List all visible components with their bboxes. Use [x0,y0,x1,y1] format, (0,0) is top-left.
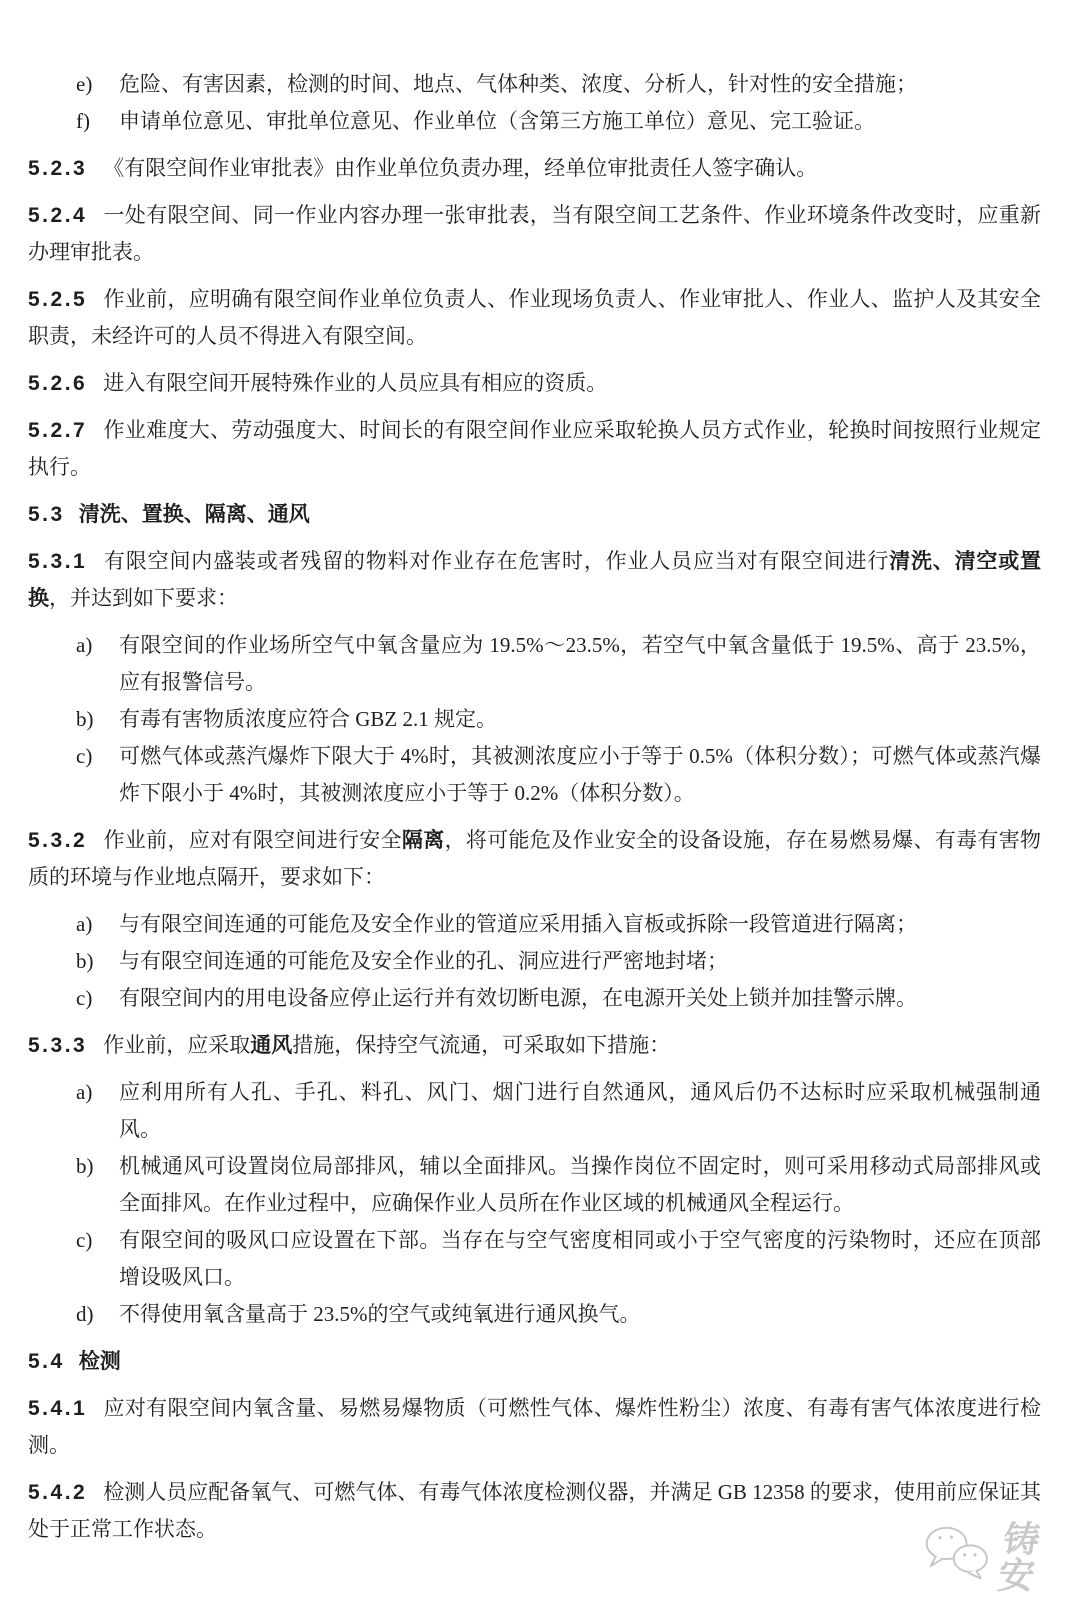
clause-number: 5.2.6 [28,372,88,395]
clause-5-2-4 [28,197,1041,271]
sublist-5-3-2 [28,906,1041,1017]
list-item-text: 有限空间的吸风口应设置在下部。当存在与空气密度相同或小于空气密度的污染物时，还应在顶部增设吸风口。 [119,1228,1041,1289]
clause-text: 应对有限空间内氧含量、易燃易爆物质（可燃性气体、爆炸性粉尘）浓度、有毒有害气体浓度进行检测。 [28,1396,1041,1457]
clause-number: 5.3.1 [28,550,88,573]
clause-number: 5.3.2 [28,829,88,852]
list-item-text: 危险、有害因素，检测的时间、地点、气体种类、浓度、分析人，针对性的安全措施； [119,72,917,96]
section-heading-5-4 [28,1343,1041,1380]
clause-number: 5.4.1 [28,1397,88,1420]
list-item-f [28,103,1041,140]
clause-number: 5.2.3 [28,157,88,180]
list-marker: b) [76,949,94,973]
list-marker: c) [76,986,93,1010]
list-item-text: 可燃气体或蒸汽爆炸下限大于 4%时，其被测浓度应小于等于 0.5%（体积分数）；可燃气体或蒸汽爆炸下限小于 4%时，其被测浓度应小于等于 0.2%（体积分数）。 [119,744,1041,805]
section-number: 5.4 [28,1350,65,1373]
list-marker: e) [76,72,93,96]
list-item-text: 有限空间内的用电设备应停止运行并有效切断电源，在电源开关处上锁并加挂警示牌。 [119,986,917,1010]
list-marker: f) [76,109,90,133]
clause-text: ，将可能危及作业安全的设备设施，存在易燃易爆、有毒有害物质的环境与作业地点隔开，要求如下： [28,828,1042,889]
list-item-c [28,738,1041,812]
list-item-text: 应利用所有人孔、手孔、料孔、风门、烟门进行自然通风，通风后仍不达标时应采取机械强制通风。 [119,1080,1041,1141]
clause-5-4-2 [28,1474,1041,1548]
list-marker: a) [76,912,93,936]
clause-text: 作业前，应明确有限空间作业单位负责人、作业现场负责人、作业审批人、作业人、监护人及其安全职责，未经许可的人员不得进入有限空间。 [28,287,1041,348]
list-item-c [28,1222,1041,1296]
list-item-b [28,1148,1041,1222]
clause-text: 措施，保持空气流通，可采取如下措施： [292,1033,671,1057]
clause-text: 有限空间内盛装或者残留的物料对作业存在危害时，作业人员应当对有限空间进行 [103,549,890,573]
clause-number: 5.2.7 [28,419,88,442]
clause-number: 5.2.5 [28,288,88,311]
list-marker: c) [76,744,93,768]
clause-5-3-1 [28,543,1041,617]
clause-5-3-3 [28,1027,1041,1064]
clause-5-4-1 [28,1390,1041,1464]
section-title: 清洗、置换、隔离、通风 [78,503,310,526]
list-item-text: 申请单位意见、审批单位意见、作业单位（含第三方施工单位）意见、完工验证。 [119,109,875,133]
clause-number: 5.2.4 [28,204,88,227]
list-item-text: 有毒有害物质浓度应符合 GBZ 2.1 规定。 [119,707,497,731]
clause-5-3-2 [28,822,1041,896]
list-item-c [28,980,1041,1017]
clause-text: 一处有限空间、同一作业内容办理一张审批表，当有限空间工艺条件、作业环境条件改变时，应重新办理审批表。 [28,203,1041,264]
list-item-text: 机械通风可设置岗位局部排风，辅以全面排风。当操作岗位不固定时，则可采用移动式局部排风或全面排风。在作业过程中，应确保作业人员所在作业区域的机械通风全程运行。 [119,1154,1041,1215]
clause-5-2-5 [28,281,1041,355]
list-item-d [28,1296,1041,1333]
clause-text-bold: 清洗、清空或置换 [28,549,1042,610]
clause-number: 5.3.3 [28,1034,88,1057]
clause-text: 作业前，应采取 [103,1033,251,1057]
clause-text: 《有限空间作业审批表》由作业单位负责办理，经单位审批责任人签字确认。 [103,156,818,180]
list-marker: b) [76,1154,94,1178]
list-item-e [28,66,1041,103]
list-marker: a) [76,1080,93,1104]
list-marker: a) [76,633,93,657]
watermark-text: 铸安 [995,1519,1046,1596]
clause-text: 检测人员应配备氧气、可燃气体、有毒气体浓度检测仪器，并满足 GB 12358 的要求，使用前应保证其处于正常工作状态。 [28,1480,1041,1541]
list-item-text: 有限空间的作业场所空气中氧含量应为 19.5%～23.5%，若空气中氧含量低于 19.5%、高于 23.5%，应有报警信号。 [119,633,1041,694]
sublist-5-3-1 [28,627,1041,812]
clause-text-bold: 通风 [250,1033,293,1057]
section-heading-5-3 [28,496,1041,533]
clause-text: 进入有限空间开展特殊作业的人员应具有相应的资质。 [103,371,608,395]
clause-number: 5.4.2 [28,1481,88,1504]
clause-text: 作业难度大、劳动强度大、时间长的有限空间作业应采取轮换人员方式作业，轮换时间按照行业规定执行。 [28,418,1041,479]
clause-5-2-6 [28,365,1041,402]
list-marker: d) [76,1302,94,1326]
list-item-text: 与有限空间连通的可能危及安全作业的管道应采用插入盲板或拆除一段管道进行隔离； [119,912,917,936]
list-item-a [28,627,1041,701]
clause-5-2-3 [28,150,1041,187]
list-item-b [28,943,1041,980]
list-item-a [28,1074,1041,1148]
list-item-a [28,906,1041,943]
list-item-b [28,701,1041,738]
list-marker: c) [76,1228,93,1252]
clause-text: ，并达到如下要求： [49,586,238,610]
sublist-ef [28,66,1041,140]
sublist-5-3-3 [28,1074,1041,1333]
section-title: 检测 [78,1350,121,1373]
list-marker: b) [76,707,94,731]
list-item-text: 与有限空间连通的可能危及安全作业的孔、洞应进行严密地封堵； [119,949,728,973]
clause-5-2-7 [28,412,1041,486]
section-number: 5.3 [28,503,65,526]
clause-text: 作业前，应对有限空间进行安全 [103,828,402,852]
list-item-text: 不得使用氧含量高于 23.5%的空气或纯氧进行通风换气。 [119,1302,641,1326]
clause-text-bold: 隔离 [401,828,445,852]
